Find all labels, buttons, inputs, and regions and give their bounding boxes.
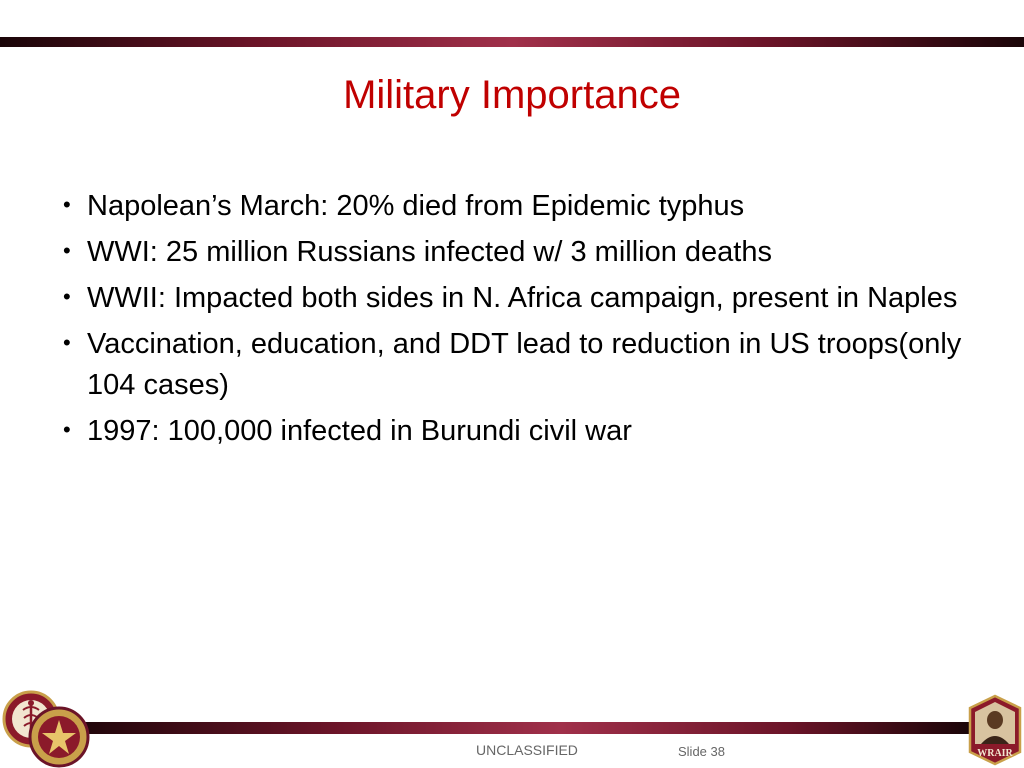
top-decorative-bar (0, 37, 1024, 47)
slide-title: Military Importance (343, 73, 681, 117)
bullet-dot-icon: • (63, 192, 71, 217)
bullet-item (60, 324, 980, 406)
bottom-decorative-bar (60, 722, 970, 734)
bullet-dot-icon: • (63, 284, 71, 309)
bullet-list (60, 186, 980, 457)
bullet-dot-icon: • (63, 417, 71, 442)
classification-label: UNCLASSIFIED (476, 742, 578, 758)
bullet-dot-icon: • (63, 330, 71, 355)
army-medical-crest-icon (28, 706, 90, 768)
bullet-item (60, 232, 980, 273)
bullet-text: WWI: 25 million Russians infected w/ 3 million deaths (87, 236, 772, 268)
bullet-text: Napolean’s March: 20% died from Epidemic typhus (87, 190, 745, 222)
wrair-logo-text: WRAIR (977, 748, 1013, 759)
wrair-portrait-emblem-icon (968, 694, 1022, 766)
bullet-text: 1997: 100,000 infected in Burundi civil war (87, 415, 632, 447)
bullet-dot-icon: • (63, 238, 71, 263)
bullet-text: WWII: Impacted both sides in N. Africa campaign, present in Naples (87, 282, 958, 314)
bullet-item (60, 186, 980, 227)
bullet-text: Vaccination, education, and DDT lead to reduction in US troops(only 104 cases) (87, 328, 962, 401)
slide-number: Slide 38 (678, 744, 725, 759)
bullet-item (60, 411, 980, 452)
bullet-item (60, 278, 980, 319)
